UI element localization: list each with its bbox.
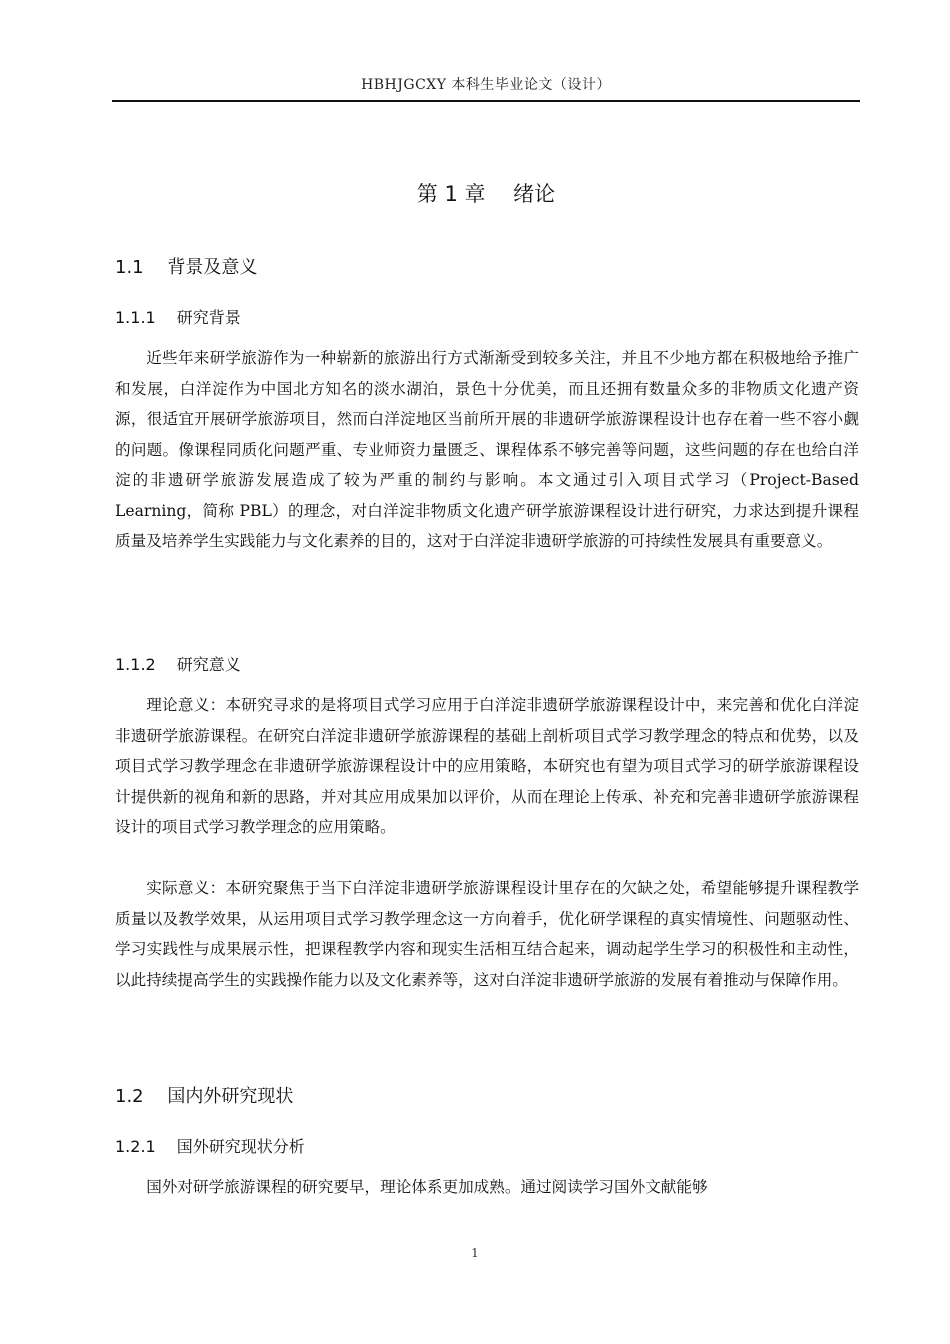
chapter-title: 第 1 章 绪论 bbox=[416, 182, 556, 206]
paragraph-practical-significance: 实际意义：本研究聚焦于当下白洋淀非遗研学旅游课程设计里存在的欠缺之处，希望能够提升课程教学质量以及教学效果，从运用项目式学习教学理念这一方向着手，优化研学课程的真实情境性、问题驱动性、学习实践性与成果展示性，把课程教学内容和现实生活相互结合起来，调动起学生学习的积极性和主动性，以此持续提高学生的实践操作能力以及文化素养等，这对白洋淀非遗研学旅游的发展有着推动与保障作用。 bbox=[115, 879, 859, 989]
header-rule bbox=[112, 100, 860, 102]
section-heading-1-2: 1.2 国内外研究现状 bbox=[115, 1086, 294, 1107]
paragraph-foreign-research: 国外对研学旅游课程的研究要早，理论体系更加成熟。通过阅读学习国外文献能够 bbox=[146, 1178, 708, 1196]
paragraph-theoretical-significance: 理论意义：本研究寻求的是将项目式学习应用于白洋淀非遗研学旅游课程设计中，来完善和优化白洋淀非遗研学旅游课程。在研究白洋淀非遗研学旅游课程的基础上剖析项目式学习教学理念的特点和优势，以及项目式学习教学理念在非遗研学旅游课程设计中的应用策略，本研究也有望为项目式学习的研学旅游课程设计提供新的视角和新的思路，并对其应用成果加以评价，从而在理论上传承、补充和完善非遗研学旅游课程设计的项目式学习教学理念的应用策略。 bbox=[115, 696, 859, 836]
paragraph-research-background: 近些年来研学旅游作为一种崭新的旅游出行方式渐渐受到较多关注，并且不少地方都在积极地给予推广和发展，白洋淀作为中国北方知名的淡水湖泊，景色十分优美，而且还拥有数量众多的非物质文化遗产资源，很适宜开展研学旅游项目，然而白洋淀地区当前所开展的非遗研学旅游课程设计也存在着一些不容小觑的问题。像课程同质化问题严重、专业师资力量匮乏、课程体系不够完善等问题，这些问题的存在也给白洋淀的非遗研学旅游发展造成了较为严重的制约与影响。本文通过引入项目式学习（Project-Based Learning，简称 PBL）的理念，对白洋淀非物质文化遗产研学旅游课程设计进行研究，力求达到提升课程质量及培养学生实践能力与文化素养的目的，这对于白洋淀非遗研学旅游的可持续性发展具有重要意义。 bbox=[115, 349, 859, 550]
subsection-heading-1-2-1: 1.2.1 国外研究现状分析 bbox=[115, 1137, 305, 1156]
section-heading-1-1: 1.1 背景及意义 bbox=[115, 257, 258, 278]
running-header: HBHJGCXY 本科生毕业论文（设计） bbox=[361, 77, 611, 93]
subsection-heading-1-1-2: 1.1.2 研究意义 bbox=[115, 655, 241, 674]
page-number: 1 bbox=[471, 1246, 479, 1260]
subsection-heading-1-1-1: 1.1.1 研究背景 bbox=[115, 308, 241, 327]
